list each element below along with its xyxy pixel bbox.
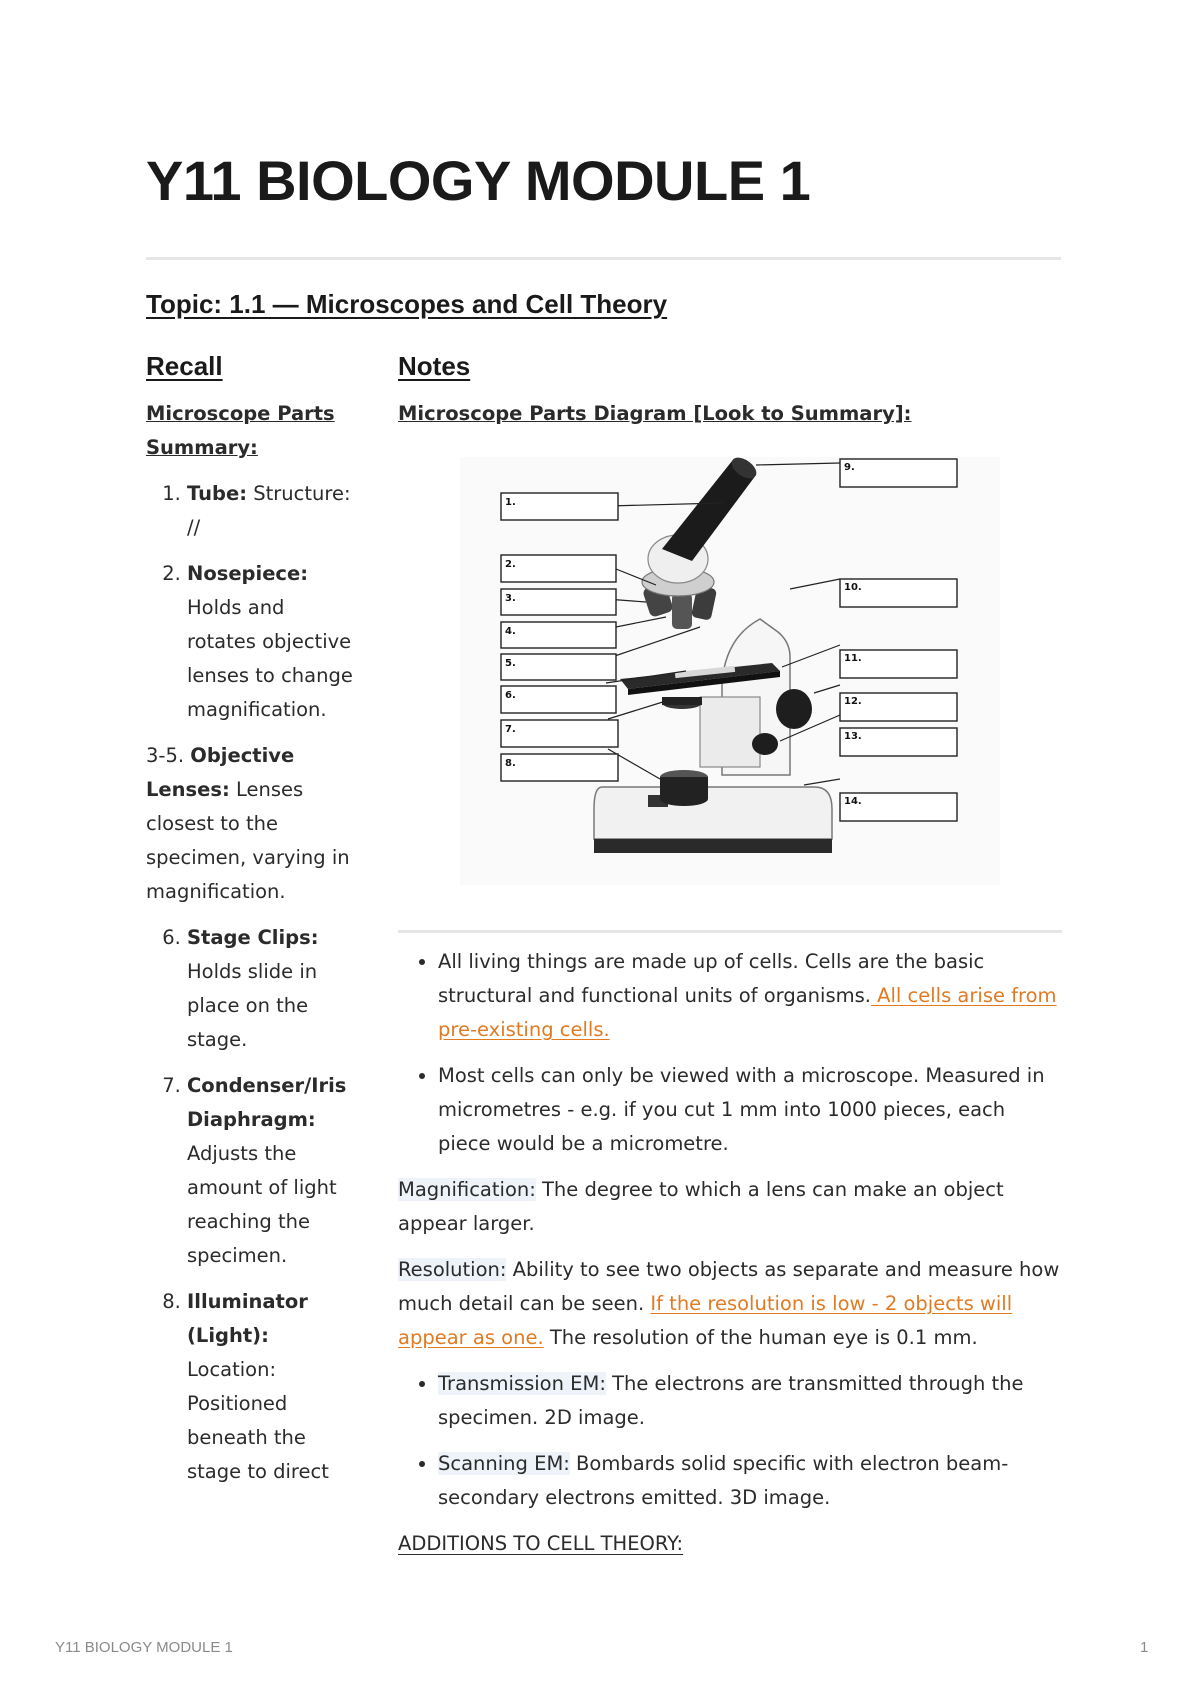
part-number: 3-5. [146,744,191,767]
recall-heading: Recall [146,351,223,381]
notes-heading: Notes [398,351,471,381]
list-item: • Transmission EM: The electrons are transmitted through the specimen. 2D image. [438,1367,1062,1435]
microscope-diagram [460,457,1000,885]
label-box [501,754,618,781]
notes-divider [398,930,1062,933]
diagram-label: 1. [505,497,516,508]
list-item [187,921,358,1057]
part-term: Condenser/Iris Diaphragm: [187,1074,347,1131]
topic-heading: Topic: 1.1 — Microscopes and Cell Theory [146,289,668,319]
recall-subheading: Microscope Parts Summary: [146,402,335,459]
part-desc: Lenses closest to the specimen, varying in magnification. [146,778,350,903]
term-scanning-em: Scanning EM: [438,1452,570,1475]
label-box [501,654,616,680]
diagram-label: 9. [844,462,855,473]
notes-column [398,397,1062,1573]
part-desc: Structure: // [187,482,351,539]
magnification-definition: Magnification: The degree to which a lens can make an object appear larger. [398,1178,1004,1235]
label-box [501,622,616,648]
microscope-base [594,787,832,839]
page-title: Y11 BIOLOGY MODULE 1 [146,149,811,212]
em-types-list [398,1367,1062,1515]
highlighted-text: If the resolution is low - 2 objects will appear as one. [398,1292,1013,1349]
list-item: • All living things are made up of cells. Cells are the basic structural and functional units of organisms. All cells arise from pre-existing cells. [438,945,1062,1047]
part-term: Illuminator (Light): [187,1290,308,1347]
diagram-label: 11. [844,653,862,664]
diagram-label: 2. [505,559,516,570]
objective-lens [672,593,692,629]
footer-title: Y11 BIOLOGY MODULE 1 [55,1639,233,1656]
list-item [187,557,358,727]
term-resolution: Resolution: [398,1258,507,1281]
diagram-label: 4. [505,626,516,637]
diagram-label: 8. [505,758,516,769]
label-box [501,493,618,520]
coarse-focus-knob [776,689,812,729]
parts-list [146,477,358,727]
additions-heading: ADDITIONS TO CELL THEORY: [398,1532,684,1555]
part-desc: Holds slide in place on the stage. [187,960,318,1051]
label-box [501,589,616,615]
diagram-label: 12. [844,696,862,707]
parts-list [146,921,358,1489]
diagram-label: 14. [844,796,862,807]
part-term: Tube: [187,482,248,505]
list-item [187,1285,358,1489]
resolution-definition: Resolution: Ability to see two objects as separate and measure how much detail can be seen. If the resolution is low - 2 objects will appear as one. The resolution of the human eye is 0.1 mm. [398,1258,1060,1349]
label-box [840,459,957,487]
title-divider [146,257,1061,260]
recall-column [146,397,358,1501]
base-foot [594,839,832,853]
diagram-label: 7. [505,724,516,735]
list-item [146,739,358,909]
part-term: Stage Clips: [187,926,319,949]
label-box [501,555,616,582]
diagram-label: 5. [505,658,516,669]
list-item: • Scanning EM: Bombards solid specific with electron beam- secondary electrons emitted. 3D image. [438,1447,1062,1515]
cell-facts-list [398,945,1062,1161]
highlighted-text: All cells arise from pre-existing cells. [438,984,1057,1041]
fine-focus-knob [752,733,778,755]
term-magnification: Magnification: [398,1178,536,1201]
part-desc: Adjusts the amount of light reaching the specimen. [187,1142,337,1267]
part-desc: Holds and rotates objective lenses to change magnification. [187,596,353,721]
label-box [501,686,616,713]
diagram-label: 6. [505,690,516,701]
part-term: Objective Lenses: [146,744,295,801]
list-item [187,477,358,545]
term-transmission-em: Transmission EM: [438,1372,606,1395]
part-desc: Location: Positioned beneath the stage to direct [187,1358,329,1483]
list-item [187,1069,358,1273]
list-item: • Most cells can only be viewed with a microscope. Measured in micrometres - e.g. if you cut 1 mm into 1000 pieces, each piece would be a micrometre. [438,1059,1062,1161]
diagram-label: 3. [505,593,516,604]
part-term: Nosepiece: [187,562,308,585]
stage-support [700,697,760,767]
page-number: 1 [1140,1639,1149,1656]
diagram-label: 13. [844,731,862,742]
label-box [501,720,618,747]
diagram-title: Microscope Parts Diagram [Look to Summary]: [398,402,912,425]
diagram-label: 10. [844,582,862,593]
